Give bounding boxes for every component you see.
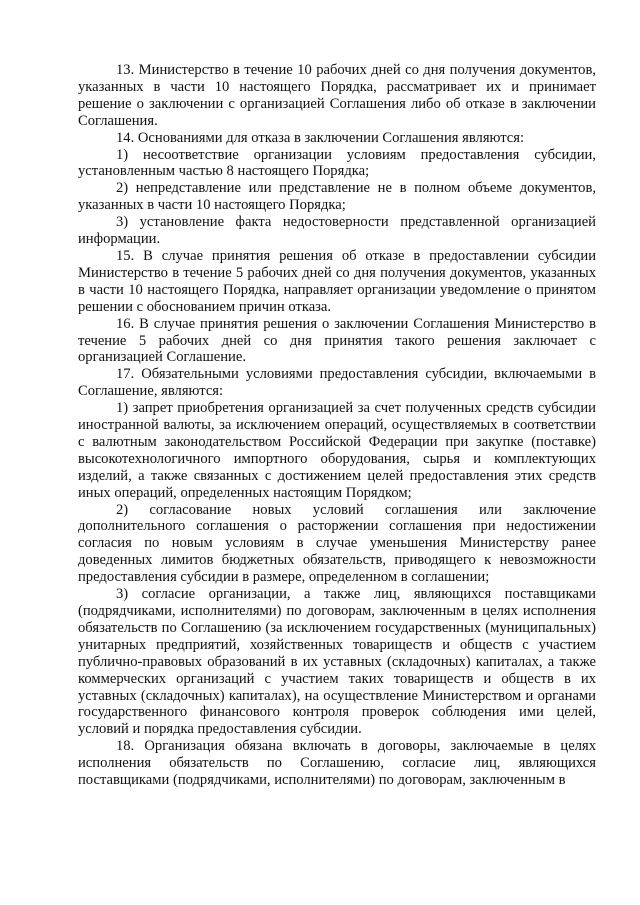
paragraph-16: 16. В случае принятия решения о заключении Соглашения Министерство в течение 5 рабочих дней со дня принятия такого решения заключает с организацией Соглашение. [78,315,596,366]
paragraph-14-item-3: 3) установление факта недостоверности представленной организацией информации. [78,214,596,248]
paragraph-14: 14. Основаниями для отказа в заключении Соглашения являются: [116,129,525,146]
paragraph-13: 13. Министерство в течение 10 рабочих дней со дня получения документов, указанных в части 10 настоящего Порядка, рассматривает их и принимает решение о заключении с организацией Соглашения либо об отказе в заключении Соглашения. [78,62,596,129]
document-page [78,62,596,789]
paragraph-15: 15. В случае принятия решения об отказе в предоставлении субсидии Министерство в течение 5 рабочих дней со дня получения документов, указанных в части 10 настоящего Порядка, направляет организации уведомление о принятом решении с обоснованием причин отказа. [78,247,596,315]
paragraph-17: 17. Обязательными условиями предоставления субсидии, включаемыми в Соглашение, являются: [78,366,596,400]
paragraph-17-item-2: 2) согласование новых условий соглашения или заключение дополнительного соглашения о расторжении соглашения при недостижении согласия по новым условиям в случае уменьшения Министерству ранее доведенных лимитов бюджетных обязательств, приводящего к невозможности предоставления субсидии в размере, определенном в соглашении; [78,501,596,586]
paragraph-18: 18. Организация обязана включать в договоры, заключаемые в целях исполнения обязательств по Соглашению, согласие лиц, являющихся поставщиками (подрядчиками, исполнителями) по договорам, заключенным в [78,738,596,789]
paragraph-14-item-2: 2) непредставление или представление не в полном объеме документов, указанных в части 10 настоящего Порядка; [78,180,596,214]
paragraph-17-item-1: 1) запрет приобретения организацией за счет полученных средств субсидии иностранной валюты, за исключением операций, осуществляемых в соответствии с валютным законодательством Российской Федерации при закупке (поставке) высокотехнологичного импортного оборудования, сырья и комплектующих изделий, а также связанных с достижением целей предоставления этих средств иных операций, определенных настоящим Порядком; [78,400,596,501]
paragraph-17-item-3: 3) согласие организации, а также лиц, являющихся поставщиками (подрядчиками, исполнителями) по договорам, заключенным в целях исполнения обязательств по Соглашению (за исключением государственных (муниципальных) унитарных предприятий, хозяйственных товариществ и обществ с участием публично-правовых образований в их уставных (складочных) капиталах, а также коммерческих организаций с участием таких товариществ и обществ в их уставных (складочных) капиталах), на осуществление Министерством и органами государственного финансового контроля проверок соблюдения ими целей, условий и порядка предоставления субсидии. [78,586,596,738]
paragraph-14-item-1: 1) несоответствие организации условиям предоставления субсидии, установленным частью 8 настоящего Порядка; [78,146,596,180]
